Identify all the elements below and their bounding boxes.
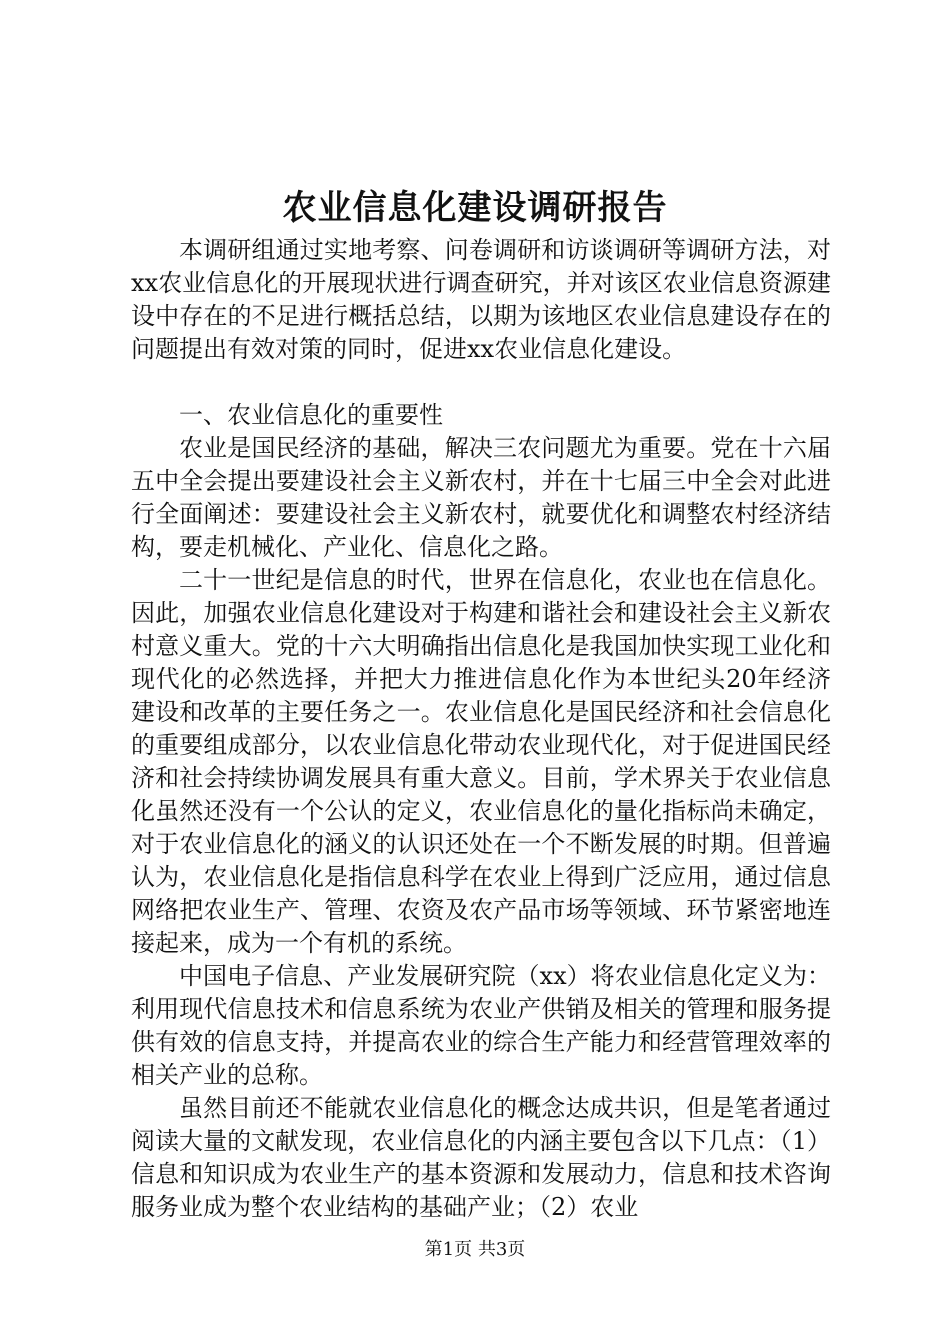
document-title: 农业信息化建设调研报告 <box>282 188 668 228</box>
page-footer: 第1页 共3页 <box>424 1239 526 1260</box>
body-paragraph: 农业是国民经济的基础，解决三农问题尤为重要。党在十六届五中全会提出要建设社会主义新农村，并在十七届三中全会对此进行全面阐述：要建设社会主义新农村，就要优化和调整农村经济结构，要走机械化、产业化、信息化之路。 <box>131 434 831 561</box>
section-heading: 一、农业信息化的重要性 <box>179 401 443 429</box>
intro-paragraph: 本调研组通过实地考察、问卷调研和访谈调研等调研方法，对xx农业信息化的开展现状进行调查研究，并对该区农业信息资源建设中存在的不足进行概括总结，以期为该地区农业信息建设存在的问题提出有效对策的同时，促进xx农业信息化建设。 <box>131 236 831 363</box>
body-paragraph: 虽然目前还不能就农业信息化的概念达成共识，但是笔者通过阅读大量的文献发现，农业信息化的内涵主要包含以下几点：（1）信息和知识成为农业生产的基本资源和发展动力，信息和技术咨询服务业成为整个农业结构的基础产业；（2）农业 <box>131 1094 831 1221</box>
body-paragraph: 二十一世纪是信息的时代，世界在信息化，农业也在信息化。因此，加强农业信息化建设对于构建和谐社会和建设社会主义新农村意义重大。党的十六大明确指出信息化是我国加快实现工业化和现代化的必然选择，并把大力推进信息化作为本世纪头20年经济建设和改革的主要任务之一。农业信息化是国民经济和社会信息化的重要组成部分，以农业信息化带动农业现代化，对于促进国民经济和社会持续协调发展具有重大意义。目前，学术界关于农业信息化虽然还没有一个公认的定义，农业信息化的量化指标尚未确定，对于农业信息化的涵义的认识还处在一个不断发展的时期。但普遍认为，农业信息化是指信息科学在农业上得到广泛应用，通过信息网络把农业生产、管理、农资及农产品市场等领域、环节紧密地连接起来，成为一个有机的系统。 <box>131 566 831 957</box>
document-body <box>131 234 831 1224</box>
body-paragraph: 中国电子信息、产业发展研究院（xx）将农业信息化定义为：利用现代信息技术和信息系统为农业产供销及相关的管理和服务提供有效的信息支持，并提高农业的综合生产能力和经营管理效率的相关产业的总称。 <box>131 962 831 1089</box>
